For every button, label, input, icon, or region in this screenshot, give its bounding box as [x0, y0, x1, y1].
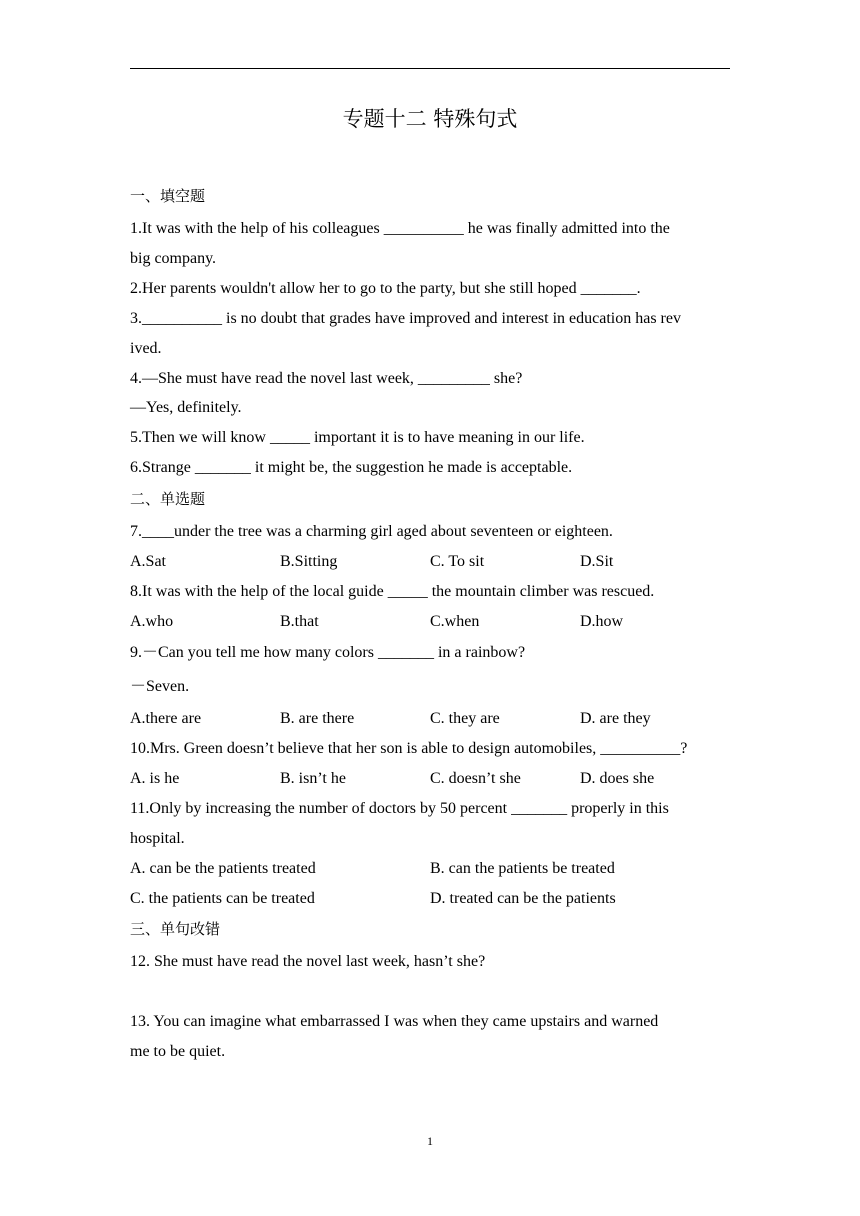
question-1-line-2: big company. — [130, 250, 217, 267]
question-10-option-a: A. is he — [130, 770, 180, 787]
question-9-option-c: C. they are — [430, 710, 500, 727]
question-13-line-2: me to be quiet. — [130, 1043, 226, 1060]
question-11-line-2: hospital. — [130, 830, 185, 847]
question-10-stem: 10.Mrs. Green doesn’t believe that her son is able to design automobiles, __________? — [130, 740, 688, 757]
question-11-option-d: D. treated can be the patients — [430, 890, 616, 907]
question-11-line-1: 11.Only by increasing the number of doctors by 50 percent _______ properly in this — [130, 800, 669, 817]
question-7-option-d: D.Sit — [580, 553, 614, 570]
question-3-line-2: ived. — [130, 340, 162, 357]
question-4-line-1: 4.—She must have read the novel last week, _________ she? — [130, 370, 523, 387]
page-number: 1 — [427, 1134, 433, 1148]
question-5: 5.Then we will know _____ important it is to have meaning in our life. — [130, 429, 585, 446]
question-4-line-2: —Yes, definitely. — [130, 399, 242, 416]
section-heading-fill-in: 一、填空题 — [130, 187, 206, 205]
question-7-stem: 7.____under the tree was a charming girl aged about seventeen or eighteen. — [130, 523, 613, 540]
question-7-option-a: A.Sat — [130, 553, 166, 570]
question-2: 2.Her parents wouldn't allow her to go to the party, but she still hoped _______. — [130, 280, 641, 297]
question-3-line-1: 3.__________ is no doubt that grades have improved and interest in education has rev — [130, 310, 681, 327]
question-11-option-c: C. the patients can be treated — [130, 890, 315, 907]
question-12: 12. She must have read the novel last week, hasn’t she? — [130, 953, 486, 970]
page-title: 专题十二 特殊句式 — [342, 107, 518, 131]
question-8-option-a: A.who — [130, 613, 174, 630]
question-7-option-b: B.Sitting — [280, 553, 338, 570]
question-11-option-a: A. can be the patients treated — [130, 860, 316, 877]
question-13-line-1: 13. You can imagine what embarrassed I was when they came upstairs and warned — [130, 1013, 659, 1030]
header-rule — [130, 68, 730, 69]
section-heading-error-correction: 三、单句改错 — [130, 920, 221, 938]
question-9-option-b: B. are there — [280, 710, 355, 727]
question-7-option-c: C. To sit — [430, 553, 485, 570]
question-1-line-1: 1.It was with the help of his colleagues __________ he was finally admitted into the — [130, 220, 670, 237]
question-10-option-b: B. isn’t he — [280, 770, 346, 787]
question-8-option-d: D.how — [580, 613, 624, 630]
question-9-option-a: A.there are — [130, 710, 202, 727]
question-9-reply: －Seven. — [130, 678, 190, 695]
question-8-stem: 8.It was with the help of the local guide _____ the mountain climber was rescued. — [130, 583, 655, 600]
question-6: 6.Strange _______ it might be, the suggestion he made is acceptable. — [130, 459, 573, 476]
question-8-option-b: B.that — [280, 613, 319, 630]
question-8-option-c: C.when — [430, 613, 480, 630]
section-heading-multiple-choice: 二、单选题 — [130, 490, 206, 508]
question-9-stem: 9.－Can you tell me how many colors _______ in a rainbow? — [130, 644, 526, 661]
question-10-option-d: D. does she — [580, 770, 655, 787]
question-9-option-d: D. are they — [580, 710, 651, 727]
question-10-option-c: C. doesn’t she — [430, 770, 521, 787]
question-11-option-b: B. can the patients be treated — [430, 860, 615, 877]
